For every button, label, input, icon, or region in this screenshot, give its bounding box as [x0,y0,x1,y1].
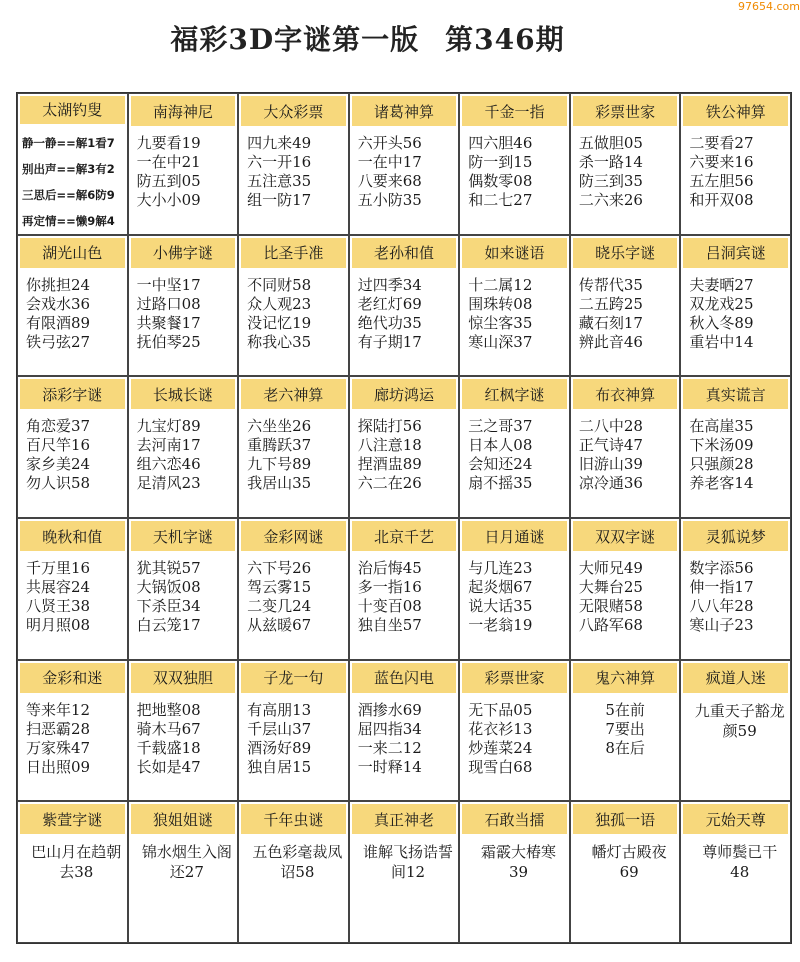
table-cell [570,93,681,235]
riddle-line: 下米汤09 [689,436,754,455]
table-cell [128,93,239,235]
riddle-line: 勿人识58 [26,474,91,493]
cell-header: 石敢当擂 [462,804,567,834]
riddle-line: 五左胆56 [689,172,754,190]
riddle-line: 足清风23 [136,474,201,493]
table-cell [17,660,128,802]
riddle-line: 别出声==解3有2 [22,161,115,176]
table-cell [17,801,128,943]
riddle-line: 养老客14 [689,474,754,493]
table-cell [570,376,681,518]
cell-header: 灵狐说梦 [683,521,788,551]
riddle-line: 屈四指34 [357,719,422,738]
riddle-line: 尊师鬓已干48 [702,843,778,882]
cell-header: 晓乐字谜 [573,238,678,268]
cell-header: 晚秋和值 [20,521,125,551]
riddle-line: 万家殊47 [26,738,91,757]
table-cell [128,801,239,943]
riddle-line: 静一静==解1看7 [22,135,115,150]
riddle-line: 三之哥37 [468,417,533,436]
riddle-line: 防一到15 [468,153,533,171]
table-cell [128,518,239,660]
riddle-line: 下杀臣34 [136,597,201,615]
riddle-line: 从兹暖67 [247,616,312,634]
cell-lines [350,553,459,659]
riddle-line: 组一防17 [247,191,312,209]
riddle-line: 二五跨25 [578,294,643,313]
cell-lines [129,411,238,517]
riddle-line: 九重天子豁龙颜59 [694,701,785,740]
cell-lines [681,553,790,659]
cell-lines [460,836,569,942]
cell-header: 狼姐姐谜 [131,804,236,834]
riddle-line: 千层山37 [247,719,312,738]
table-cell [238,376,349,518]
cell-lines [239,270,348,376]
table-cell [680,93,791,235]
cell-header: 布衣神算 [573,379,678,409]
cell-header: 南海神尼 [131,96,236,126]
cell-header: 双双字谜 [573,521,678,551]
riddle-line: 7要出 [605,719,645,738]
cell-header: 紫萱字谜 [20,804,125,834]
riddle-line: 八八年28 [689,597,754,615]
riddle-line: 炒莲菜24 [468,738,533,757]
cell-lines [460,270,569,376]
riddle-line: 无下品05 [468,700,533,719]
riddle-line: 过路口08 [136,294,201,313]
riddle-line: 说大话35 [468,597,533,615]
table-cell [570,235,681,377]
cell-header: 廊坊鸿运 [352,379,457,409]
cell-header: 大众彩票 [241,96,346,126]
riddle-line: 扇不摇35 [468,474,533,493]
cell-header: 红枫字谜 [462,379,567,409]
riddle-line: 有高朋13 [247,700,312,719]
cell-lines [239,553,348,659]
riddle-line: 传帮代35 [578,275,643,294]
table-cell [17,93,128,235]
riddle-line: 有子期17 [357,332,422,351]
riddle-line: 独自居15 [247,757,312,776]
riddle-line: 夫妻晒27 [689,275,754,294]
cell-header: 千年虫谜 [241,804,346,834]
riddle-line: 谁解飞扬诰誓间12 [362,843,453,882]
cell-lines [681,128,790,234]
riddle-line: 和开双08 [689,191,754,209]
cell-lines [571,270,680,376]
cell-header: 子龙一句 [241,663,346,693]
cell-header: 金彩和迷 [20,663,125,693]
riddle-line: 和二七27 [468,191,533,209]
table-cell [570,801,681,943]
cell-header: 千金一指 [462,96,567,126]
riddle-line: 五做胆05 [578,134,643,152]
table-cell [680,518,791,660]
table-cell [128,376,239,518]
riddle-line: 六二在26 [357,474,422,493]
issue-number: 第346期 [445,23,565,56]
riddle-line: 巴山月在趋朝去38 [31,843,122,882]
riddle-line: 没记忆19 [247,313,312,332]
table-cell [570,660,681,802]
table-cell [238,93,349,235]
cell-lines [18,270,127,376]
riddle-table [16,92,792,944]
table-cell [17,376,128,518]
riddle-line: 六开头56 [357,134,422,152]
riddle-line: 数字添56 [689,559,754,577]
cell-lines [571,553,680,659]
riddle-line: 八路军68 [578,616,643,634]
riddle-line: 共聚餐17 [136,313,201,332]
cell-lines [681,270,790,376]
riddle-line: 大锅饭08 [136,578,201,596]
riddle-line: 一老翁19 [468,616,533,634]
site-watermark: 97654.com [738,0,800,13]
riddle-line: 明月照08 [26,616,91,634]
riddle-line: 探陆打56 [357,417,422,436]
riddle-line: 会戏水36 [26,294,91,313]
riddle-line: 角恋爱37 [26,417,91,436]
riddle-line: 酒汤好89 [247,738,312,757]
cell-header: 双双独胆 [131,663,236,693]
table-cell [459,518,570,660]
riddle-line: 双龙戏25 [689,294,754,313]
cell-header: 疯道人迷 [683,663,788,693]
table-cell [680,660,791,802]
cell-header: 湖光山色 [20,238,125,268]
cell-lines [18,836,127,942]
riddle-line: 六要来16 [689,153,754,171]
table-cell [459,93,570,235]
cell-lines [681,695,790,801]
cell-header: 老孙和值 [352,238,457,268]
riddle-line: 去河南17 [136,436,201,455]
table-cell [128,660,239,802]
riddle-line: 再定情==懒9解4 [22,213,115,228]
cell-lines [129,553,238,659]
cell-lines [460,553,569,659]
riddle-line: 寒山子23 [689,616,754,634]
riddle-line: 骑木马67 [136,719,201,738]
riddle-line: 正气诗47 [578,436,643,455]
riddle-line: 组六恋46 [136,455,201,474]
title-main: 福彩3D字谜第一版 [170,23,420,56]
cell-header: 天机字谜 [131,521,236,551]
riddle-line: 花衣衫13 [468,719,533,738]
cell-header: 北京千艺 [352,521,457,551]
riddle-line: 一来二12 [357,738,422,757]
riddle-line: 秋入冬89 [689,313,754,332]
cell-lines [350,270,459,376]
cell-header: 彩票世家 [462,663,567,693]
cell-lines [350,411,459,517]
riddle-line: 百尺竿16 [26,436,91,455]
table-cell [459,801,570,943]
riddle-line: 惊尘客35 [468,313,533,332]
riddle-line: 二六来26 [578,191,643,209]
riddle-line: 八要来68 [357,172,422,190]
cell-lines [129,270,238,376]
cell-header: 长城长谜 [131,379,236,409]
riddle-line: 大师兄49 [578,559,643,577]
cell-header: 元始天尊 [683,804,788,834]
cell-lines [239,695,348,801]
table-cell [238,660,349,802]
riddle-line: 有限酒89 [26,313,91,332]
riddle-line: 五色彩毫裁凤诏58 [252,843,343,882]
riddle-line: 治后悔45 [357,559,422,577]
table-cell [349,660,460,802]
cell-header: 太湖钓叟 [20,96,125,124]
riddle-line: 寒山深37 [468,332,533,351]
riddle-line: 在高崖35 [689,417,754,436]
riddle-line: 九要看19 [136,134,201,152]
riddle-line: 犹其锐57 [136,559,201,577]
cell-header: 独孤一语 [573,804,678,834]
table-cell [17,235,128,377]
page-title [0,18,735,58]
cell-lines [350,836,459,942]
riddle-line: 等来年12 [26,700,91,719]
cell-lines [571,128,680,234]
riddle-line: 一中坚17 [136,275,201,294]
riddle-line: 把地整08 [136,700,201,719]
riddle-line: 六一开16 [247,153,312,171]
cell-lines [239,836,348,942]
table-cell [570,518,681,660]
riddle-line: 5在前 [605,700,645,719]
cell-header: 金彩网谜 [241,521,346,551]
riddle-line: 家乡美24 [26,455,91,474]
table-cell [238,235,349,377]
cell-lines [681,836,790,942]
table-cell [17,518,128,660]
riddle-line: 九宝灯89 [136,417,201,436]
table-cell [459,235,570,377]
riddle-line: 辨此音46 [578,332,643,351]
riddle-line: 幡灯古殿夜69 [591,843,667,882]
table-cell [128,235,239,377]
table-cell [238,518,349,660]
cell-header: 蓝色闪电 [352,663,457,693]
cell-lines [18,126,127,234]
riddle-line: 大舞台25 [578,578,643,596]
cell-lines [571,695,680,801]
riddle-line: 藏石刻17 [578,313,643,332]
table-cell [680,235,791,377]
riddle-line: 二变几24 [247,597,312,615]
riddle-line: 会知还24 [468,455,533,474]
riddle-line: 十二属12 [468,275,533,294]
riddle-line: 酒掺水69 [357,700,422,719]
table-cell [349,93,460,235]
riddle-line: 二要看27 [689,134,754,152]
cell-lines [460,411,569,517]
riddle-line: 四六胆46 [468,134,533,152]
riddle-line: 日本人08 [468,436,533,455]
table-cell [680,801,791,943]
riddle-line: 六坐坐26 [247,417,312,436]
table-cell [238,801,349,943]
riddle-line: 不同财58 [247,275,312,294]
cell-lines [571,836,680,942]
riddle-line: 抚伯琴25 [136,332,201,351]
cell-lines [18,695,127,801]
riddle-line: 大小小09 [136,191,201,209]
riddle-line: 过四季34 [357,275,422,294]
cell-header: 添彩字谜 [20,379,125,409]
cell-lines [681,411,790,517]
cell-header: 真实谎言 [683,379,788,409]
riddle-line: 重岩中14 [689,332,754,351]
riddle-line: 白云笼17 [136,616,201,634]
riddle-line: 共展容24 [26,578,91,596]
cell-lines [350,695,459,801]
riddle-line: 驾云雾15 [247,578,312,596]
riddle-line: 长如是47 [136,757,201,776]
cell-lines [129,128,238,234]
riddle-line: 称我心35 [247,332,312,351]
riddle-line: 扫恶霸28 [26,719,91,738]
cell-lines [129,695,238,801]
cell-lines [18,553,127,659]
cell-header: 吕洞宾谜 [683,238,788,268]
riddle-line: 我居山35 [247,474,312,493]
riddle-line: 8在后 [605,738,645,757]
riddle-line: 起炎烟67 [468,578,533,596]
riddle-line: 三思后==解6防9 [22,187,115,202]
riddle-line: 铁弓弦27 [26,332,91,351]
table-cell [349,376,460,518]
riddle-line: 千载盛18 [136,738,201,757]
cell-header: 诸葛神算 [352,96,457,126]
cell-header: 比圣手准 [241,238,346,268]
riddle-line: 围珠转08 [468,294,533,313]
table-cell [349,801,460,943]
cell-header: 鬼六神算 [573,663,678,693]
cell-header: 如来谜语 [462,238,567,268]
riddle-line: 只强颜28 [689,455,754,474]
riddle-line: 杀一路14 [578,153,643,171]
riddle-line: 与几连23 [468,559,533,577]
cell-lines [571,411,680,517]
riddle-line: 现雪白68 [468,757,533,776]
cell-lines [239,411,348,517]
riddle-line: 千万里16 [26,559,91,577]
table-cell [349,518,460,660]
riddle-line: 一在中21 [136,153,201,171]
riddle-line: 四九来49 [247,134,312,152]
riddle-line: 十变百08 [357,597,422,615]
table-cell [349,235,460,377]
cell-lines [350,128,459,234]
riddle-line: 二八中28 [578,417,643,436]
riddle-line: 锦水烟生入阁还27 [141,843,232,882]
riddle-line: 你挑担24 [26,275,91,294]
riddle-line: 独自坐57 [357,616,422,634]
riddle-line: 霜霰大椿寒39 [481,843,557,882]
table-cell [459,660,570,802]
riddle-line: 八贤王38 [26,597,91,615]
cell-header: 老六神算 [241,379,346,409]
riddle-line: 九下号89 [247,455,312,474]
riddle-line: 五注意35 [247,172,312,190]
riddle-line: 防五到05 [136,172,201,190]
cell-lines [460,128,569,234]
riddle-line: 八注意18 [357,436,422,455]
cell-lines [460,695,569,801]
riddle-line: 凉冷通36 [578,474,643,493]
riddle-line: 众人观23 [247,294,312,313]
riddle-line: 重腾跃37 [247,436,312,455]
cell-lines [239,128,348,234]
riddle-line: 防三到35 [578,172,643,190]
riddle-line: 旧游山39 [578,455,643,474]
cell-lines [129,836,238,942]
riddle-line: 一在中17 [357,153,422,171]
riddle-line: 偶数零08 [468,172,533,190]
riddle-line: 无限赌58 [578,597,643,615]
cell-header: 彩票世家 [573,96,678,126]
cell-header: 铁公神算 [683,96,788,126]
riddle-line: 多一指16 [357,578,422,596]
riddle-line: 六下号26 [247,559,312,577]
riddle-line: 老红灯69 [357,294,422,313]
riddle-line: 一时释14 [357,757,422,776]
cell-lines [18,411,127,517]
table-cell [680,376,791,518]
riddle-line: 捏酒盅89 [357,455,422,474]
riddle-line: 日出照09 [26,757,91,776]
table-cell [459,376,570,518]
cell-header: 日月通谜 [462,521,567,551]
cell-header: 小佛字谜 [131,238,236,268]
riddle-line: 五小防35 [357,191,422,209]
cell-header: 真正神老 [352,804,457,834]
riddle-line: 伸一指17 [689,578,754,596]
riddle-line: 绝代功35 [357,313,422,332]
